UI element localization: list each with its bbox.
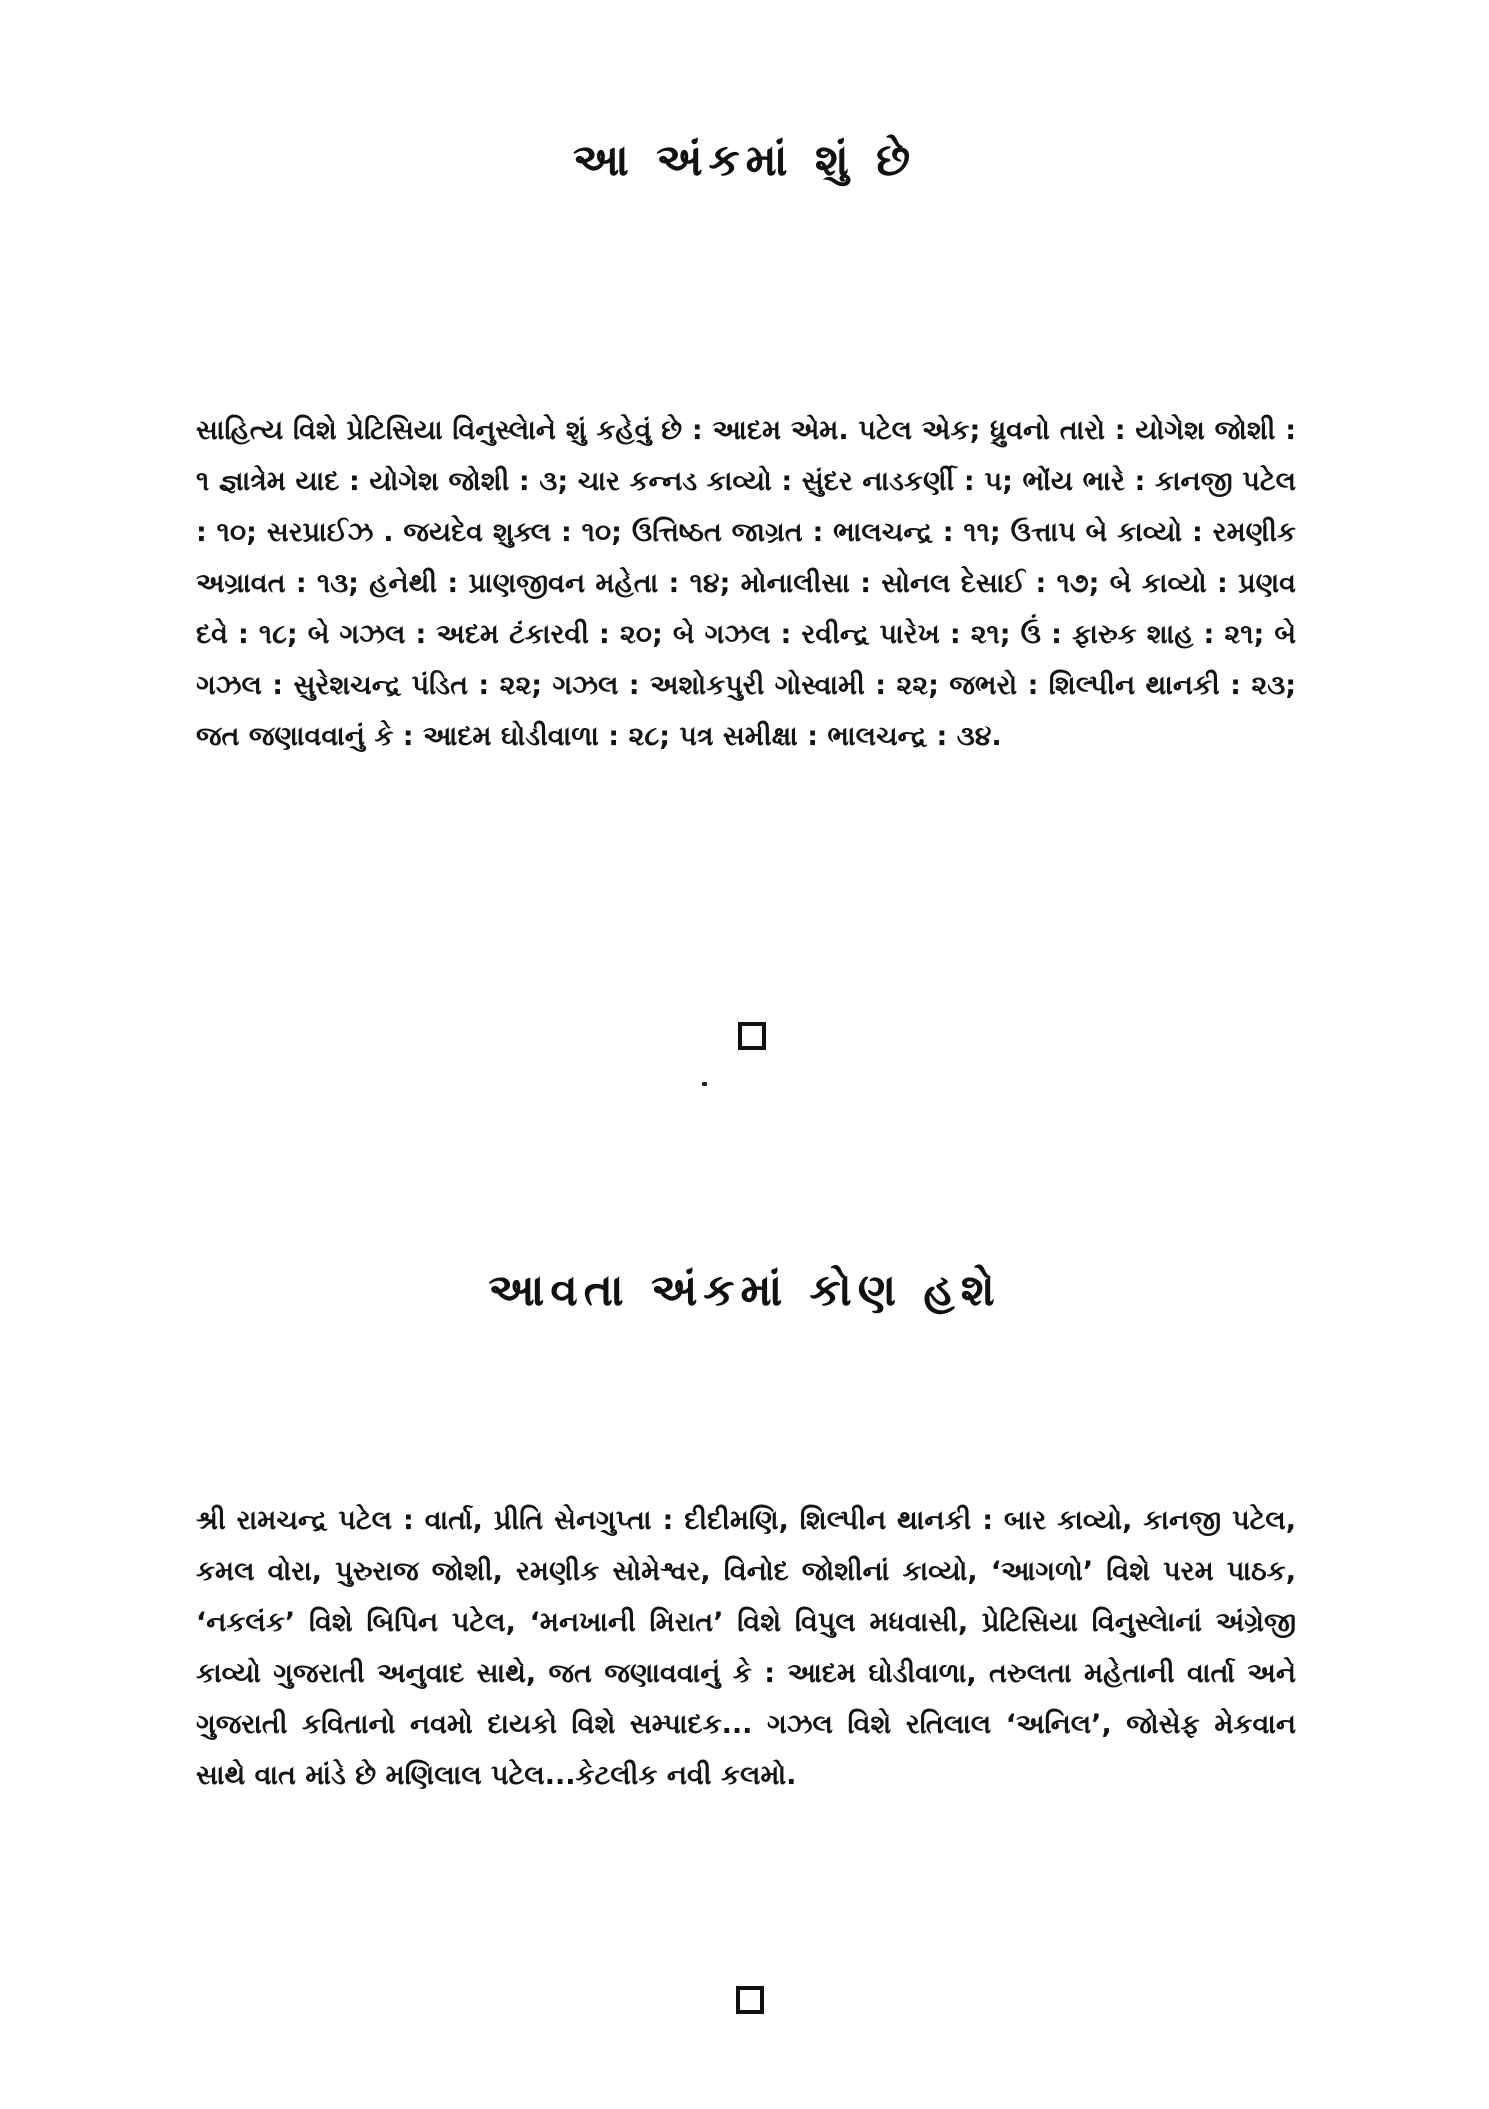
next-issue-heading: આવતા અંકમાં કોણ હશે — [488, 1265, 1001, 1316]
contents-paragraph: સાહિત્ય વિશે પ્રેટિસિયા વિનુસ્લેાને શું કહેવું છે : આદમ એમ. પટેલ એક; ધ્રુવનો તારો : યોગેશ જોશી : ૧ જ્ઞાત્રેમ યાદ : યોગેશ જોશી : ૩; ચાર કન્નડ કાવ્યો : સુંદર નાડકર્ણી : ૫; ભોંય ભારે : કાનજી પટેલ : ૧૦; સરપ્રાઈઝ . જયદેવ શુક્લ : ૧૦; ઉત્તિષ્ઠત જાગ્રત : ભાલચન્દ્ર : ૧૧; ઉત્તાપ બે કાવ્યો : રમણીક અગ્રાવત : ૧૩; હનેથી : પ્રાણજીવન મહેતા : ૧૪; મોનાલીસા : સોનલ દેસાઈ : ૧૭; બે કાવ્યો : પ્રણવ દવે : ૧૮; બે ગઝલ : અદમ ટંકારવી : ૨૦; બે ગઝલ : રવીન્દ્ર પારેખ : ૨૧; ઉં : ફારુક શાહ : ૨૧; બે ગઝલ : સુરેશચન્દ્ર પંડિત : ૨૨; ગઝલ : અશોકપુરી ગોસ્વામી : ૨૨; જભરો : શિલ્પીન થાનકી : ૨૩; જત જણાવવાનું કે : આદમ ઘોડીવાળા : ૨૮; પત્ર સમીક્ષા : ભાલચન્દ્ર : ૩૪. — [196, 415, 1296, 752]
print-speck — [702, 1082, 707, 1086]
end-square-icon — [738, 1022, 766, 1050]
next-issue-paragraph: શ્રી રામચન્દ્ર પટેલ : વાર્તા, પ્રીતિ સેનગુપ્તા : દીદીમણિ, શિલ્પીન થાનકી : બાર કાવ્યો, કાનજી પટેલ, કમલ વોરા, પુરુરાજ જોશી, રમણીક સોમેશ્વર, વિનોદ જોશીનાં કાવ્યો, ‘આગળો’ વિશે પરમ પાઠક, ‘નકલંક’ વિશે બિપિન પટેલ, ‘મનખાની મિરાત’ વિશે વિપુલ મધવાસી, પ્રેટિસિયા વિનુસ્લેાનાં અંગ્રેજી કાવ્યો ગુજરાતી અનુવાદ સાથે, જત જણાવવાનું કે : આદમ ઘોડીવાળા, તરુલતા મહેતાની વાર્તા અને ગુજરાતી કવિતાનો નવમો દાયકો વિશે સમ્પાદક... ગઝલ વિશે રતિલાલ ‘અનિલ’, જોસેફ મેકવાન સાથે વાત માંડે છે મણિલાલ પટેલ...કેટલીક નવી કલમો. — [196, 1505, 1296, 1791]
contents-heading: આ અંકમાં શું છે — [572, 135, 917, 186]
end-square-icon — [736, 1986, 764, 2014]
